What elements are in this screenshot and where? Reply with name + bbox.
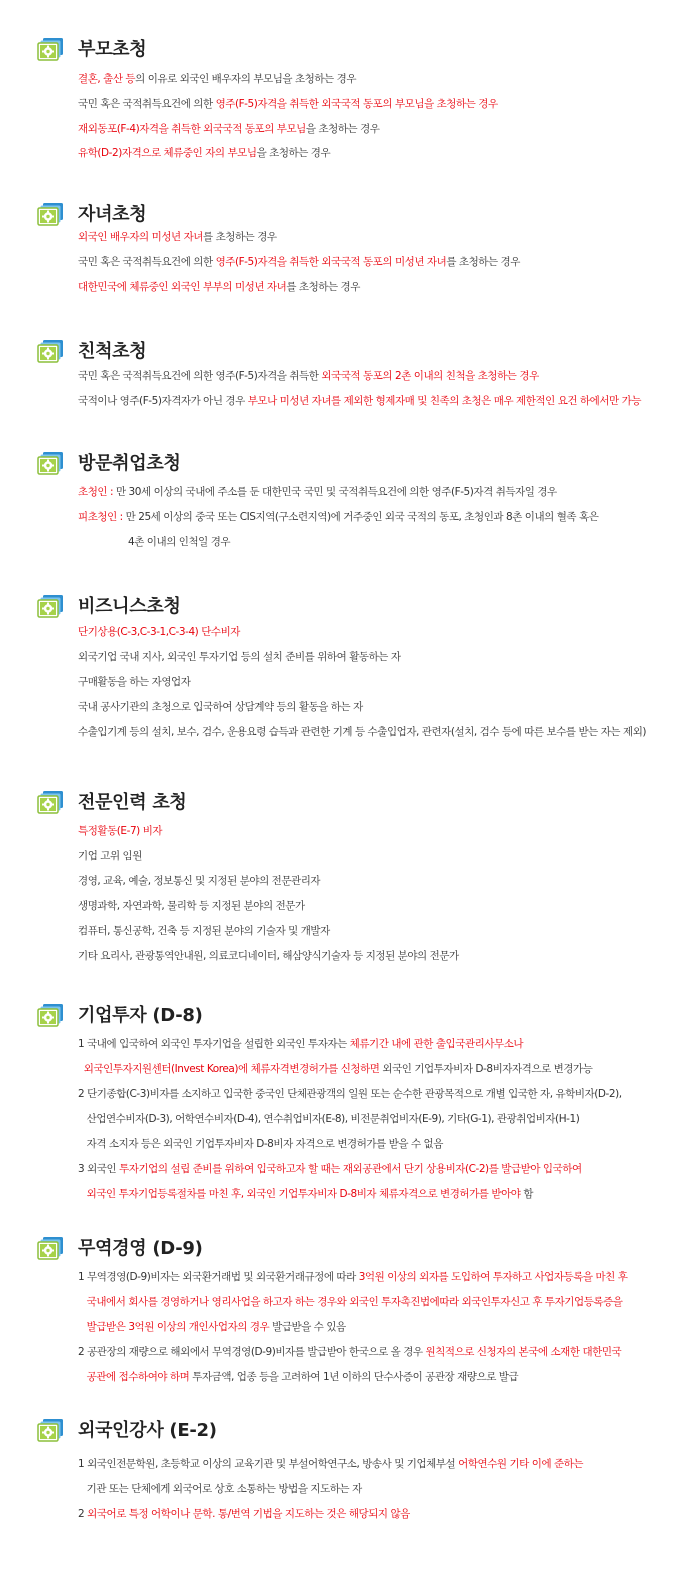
body-text: 국민 혹은 국적취득요건에 의한 bbox=[78, 256, 216, 268]
highlight-text: 어학연수원 기타 이에 준하는 bbox=[458, 1458, 584, 1470]
text-line bbox=[78, 725, 646, 739]
text-line bbox=[78, 1345, 621, 1359]
text-line bbox=[78, 924, 330, 938]
text-line bbox=[78, 369, 539, 383]
body-text: 2 단기종합(C-3)비자를 소지하고 입국한 중국인 단체관광객의 일원 또는 순수한 관광목적으로 개별 입국한 자, 유학비자(D-2), bbox=[78, 1088, 622, 1100]
highlight-text: 대한민국에 체류중인 외국인 부부의 미성년 자녀 bbox=[78, 281, 287, 293]
highlight-text: 유학(D-2)자격으로 체류중인 자의 부모님 bbox=[78, 147, 257, 159]
text-line bbox=[78, 1320, 346, 1334]
section-title: 기업투자 (D-8) bbox=[78, 1005, 203, 1026]
highlight-text: 외국인 배우자의 미성년 자녀 bbox=[78, 231, 203, 243]
body-text: 발급받을 수 있음 bbox=[269, 1321, 346, 1333]
text-line bbox=[78, 1062, 592, 1076]
text-line bbox=[78, 625, 240, 639]
gear-picture-icon bbox=[37, 594, 65, 618]
gear-picture-icon bbox=[37, 202, 65, 226]
body-text: 1 외국인전문학원, 초등학교 이상의 교육기관 및 부설어학연구소, 방송사 및 기업체부설 bbox=[78, 1458, 459, 1470]
highlight-text: 공관에 접수하여야 하며 bbox=[78, 1371, 190, 1383]
text-line bbox=[78, 146, 330, 160]
section-title: 방문취업초청 bbox=[78, 453, 181, 474]
body-text: 경영, 교육, 예술, 정보통신 및 지정된 분야의 전문관리자 bbox=[78, 875, 321, 887]
section-title: 무역경영 (D-9) bbox=[78, 1238, 203, 1259]
gear-picture-icon bbox=[37, 1236, 65, 1260]
gear-picture-icon bbox=[37, 1418, 65, 1442]
section-title: 비즈니스초청 bbox=[78, 596, 181, 617]
gear-picture-icon bbox=[37, 1003, 65, 1027]
body-text: 국내 공사기관의 초청으로 입국하여 상담계약 등의 활동을 하는 자 bbox=[78, 701, 363, 713]
text-line bbox=[78, 485, 557, 499]
highlight-text: 국내에서 회사를 경영하거나 영리사업을 하고자 하는 경우와 외국인 투자촉진법에따라 외국인투자신고 후 투자기업등록증을 bbox=[78, 1296, 623, 1308]
body-text: 2 공관장의 재량으로 해외에서 무역경영(D-9)비자를 발급받아 한국으로 올 경우 bbox=[78, 1346, 426, 1358]
body-text: 을 초청하는 경우 bbox=[256, 147, 331, 159]
gear-picture-icon bbox=[37, 37, 65, 61]
highlight-text: 원칙적으로 신청자의 본국에 소재한 대한민국 bbox=[425, 1346, 622, 1358]
body-text: 컴퓨터, 통신공학, 건축 등 지정된 분야의 기술자 및 개발자 bbox=[78, 925, 330, 937]
text-line bbox=[78, 1037, 523, 1051]
text-line bbox=[78, 394, 641, 408]
highlight-text: 영주(F-5)자격을 취득한 외국국적 동포의 미성년 자녀 bbox=[215, 256, 447, 268]
body-text: 의 이유로 외국인 배우자의 부모님을 초청하는 경우 bbox=[135, 73, 357, 85]
body-text: 1 국내에 입국하여 외국인 투자기업을 설립한 외국인 투자자는 bbox=[78, 1038, 350, 1050]
body-text: 투자금액, 업종 등을 고려하여 1년 이하의 단수사증이 공관장 재량으로 발급 bbox=[189, 1371, 519, 1383]
text-line bbox=[78, 1295, 622, 1309]
text-line bbox=[78, 510, 598, 524]
text-line bbox=[78, 1370, 518, 1384]
text-line bbox=[78, 675, 190, 689]
section-title: 부모초청 bbox=[78, 39, 147, 60]
text-line bbox=[78, 72, 356, 86]
body-text: 만 30세 이상의 국내에 주소를 둔 대한민국 국민 및 국적취득요건에 의한 영주(F-5)자격 취득자일 경우 bbox=[115, 486, 557, 498]
body-text: 외국인 기업투자비자 D-8비자자격으로 변경가능 bbox=[379, 1063, 593, 1075]
highlight-text: 발급받은 3억원 이상의 개인사업자의 경우 bbox=[78, 1321, 270, 1333]
body-text: 함 bbox=[520, 1188, 534, 1200]
text-line bbox=[78, 1162, 582, 1176]
text-line bbox=[78, 874, 320, 888]
highlight-text: 결혼, 출산 등 bbox=[78, 73, 136, 85]
text-line bbox=[78, 1457, 583, 1471]
text-line bbox=[78, 899, 305, 913]
text-line bbox=[78, 97, 498, 111]
highlight-text: 체류기간 내에 관한 출입국관리사무소나 bbox=[349, 1038, 524, 1050]
text-line bbox=[78, 122, 380, 136]
highlight-text: 3억원 이상의 외자를 도입하여 투자하고 사업자등록을 마친 후 bbox=[358, 1271, 628, 1283]
body-text: 를 초청하는 경우 bbox=[446, 256, 520, 268]
highlight-text: 투자기업의 설립 준비를 위하여 입국하고자 할 때는 재외공관에서 단기 상용비자(C-2)를 발급받아 입국하여 bbox=[119, 1163, 582, 1175]
section-title: 전문인력 초청 bbox=[78, 792, 187, 813]
body-text: 1 무역경영(D-9)비자는 외국환거래법 및 외국환거래규정에 따라 bbox=[78, 1271, 359, 1283]
body-text: 기관 또는 단체에게 외국어로 상호 소통하는 방법을 지도하는 자 bbox=[78, 1483, 362, 1495]
body-text: 4촌 이내의 인척일 경우 bbox=[128, 536, 231, 548]
body-text: 기업 고위 임원 bbox=[78, 850, 142, 862]
text-line bbox=[78, 650, 401, 664]
highlight-text: 부모나 미성년 자녀를 제외한 형제자매 및 친족의 초청은 매우 제한적인 요건 하에서만 가능 bbox=[247, 395, 642, 407]
highlight-text: 외국국적 동포의 2촌 이내의 친척을 초청하는 경우 bbox=[321, 370, 539, 382]
text-line bbox=[78, 230, 277, 244]
highlight-text: 특정활동(E-7) 비자 bbox=[78, 825, 163, 837]
text-line bbox=[78, 849, 142, 863]
text-line bbox=[78, 255, 520, 269]
highlight-text: 외국인 투자기업등록절차를 마친 후, 외국인 기업투자비자 D-8비자 체류자격으로 변경허가를 받아야 bbox=[78, 1188, 521, 1200]
highlight-text: 피초청인 : bbox=[78, 511, 126, 523]
gear-picture-icon bbox=[37, 451, 65, 475]
text-line bbox=[78, 1187, 533, 1201]
text-line bbox=[78, 1137, 443, 1151]
body-text: 기타 요리사, 관광통역안내원, 의료코디네이터, 해삼양식기술자 등 지정된 분야의 전문가 bbox=[78, 950, 459, 962]
body-text: 구매활동을 하는 자영업자 bbox=[78, 676, 191, 688]
body-text: 2 bbox=[78, 1508, 88, 1520]
body-text: 외국기업 국내 지사, 외국인 투자기업 등의 설치 준비를 위하여 활동하는 자 bbox=[78, 651, 401, 663]
highlight-text: 단기상용(C-3,C-3-1,C-3-4) 단수비자 bbox=[78, 626, 240, 638]
body-text: 을 초청하는 경우 bbox=[305, 123, 380, 135]
text-line bbox=[78, 1270, 627, 1284]
body-text: 수출입기계 등의 설치, 보수, 검수, 운용요령 습득과 관련한 기계 등 수출입업자, 관련자(설치, 검수 등에 따른 보수를 받는 자는 제외) bbox=[78, 726, 647, 738]
highlight-text: 외국어로 특정 어학이나 문학. 통/번역 기법을 지도하는 것은 해당되지 않음 bbox=[87, 1508, 410, 1520]
text-line bbox=[78, 949, 459, 963]
body-text: 를 초청하는 경우 bbox=[286, 281, 360, 293]
highlight-text: 재외동포(F-4)자격을 취득한 외국국적 동포의 부모님 bbox=[78, 123, 306, 135]
highlight-text: 초청인 : bbox=[78, 486, 116, 498]
text-line bbox=[78, 280, 360, 294]
gear-picture-icon bbox=[37, 790, 65, 814]
section-title: 외국인강사 (E-2) bbox=[78, 1420, 217, 1441]
body-text: 산업연수비자(D-3), 어학연수비자(D-4), 연수취업비자(E-8), 비전문취업비자(E-9), 기타(G-1), 관광취업비자(H-1) bbox=[78, 1113, 580, 1125]
text-line bbox=[78, 1087, 622, 1101]
body-text: 자격 소지자 등은 외국인 기업투자비자 D-8비자 자격으로 변경허가를 받을 수 없음 bbox=[78, 1138, 443, 1150]
text-line bbox=[78, 1482, 362, 1496]
section-title: 친척초청 bbox=[78, 341, 147, 362]
text-line bbox=[78, 1507, 410, 1521]
text-line bbox=[128, 535, 230, 549]
body-text: 3 외국인 bbox=[78, 1163, 120, 1175]
body-text: 국민 혹은 국적취득요건에 의한 영주(F-5)자격을 취득한 bbox=[78, 370, 322, 382]
gear-picture-icon bbox=[37, 339, 65, 363]
section-title: 자녀초청 bbox=[78, 204, 147, 225]
body-text: 생명과학, 자연과학, 물리학 등 지정된 분야의 전문가 bbox=[78, 900, 305, 912]
highlight-text: 외국인투자지원센터(Invest Korea)에 체류자격변경허가를 신청하면 bbox=[78, 1063, 380, 1075]
text-line bbox=[78, 700, 363, 714]
highlight-text: 영주(F-5)자격을 취득한 외국국적 동포의 부모님을 초청하는 경우 bbox=[215, 98, 498, 110]
body-text: 국민 혹은 국적취득요건에 의한 bbox=[78, 98, 216, 110]
text-line bbox=[78, 824, 162, 838]
body-text: 를 초청하는 경우 bbox=[202, 231, 277, 243]
text-line bbox=[78, 1112, 579, 1126]
body-text: 만 25세 이상의 중국 또는 CIS지역(구소련지역)에 거주중인 외국 국적의 동포, 초청인과 8촌 이내의 혈족 혹은 bbox=[125, 511, 599, 523]
body-text: 국적이나 영주(F-5)자격자가 아닌 경우 bbox=[78, 395, 248, 407]
